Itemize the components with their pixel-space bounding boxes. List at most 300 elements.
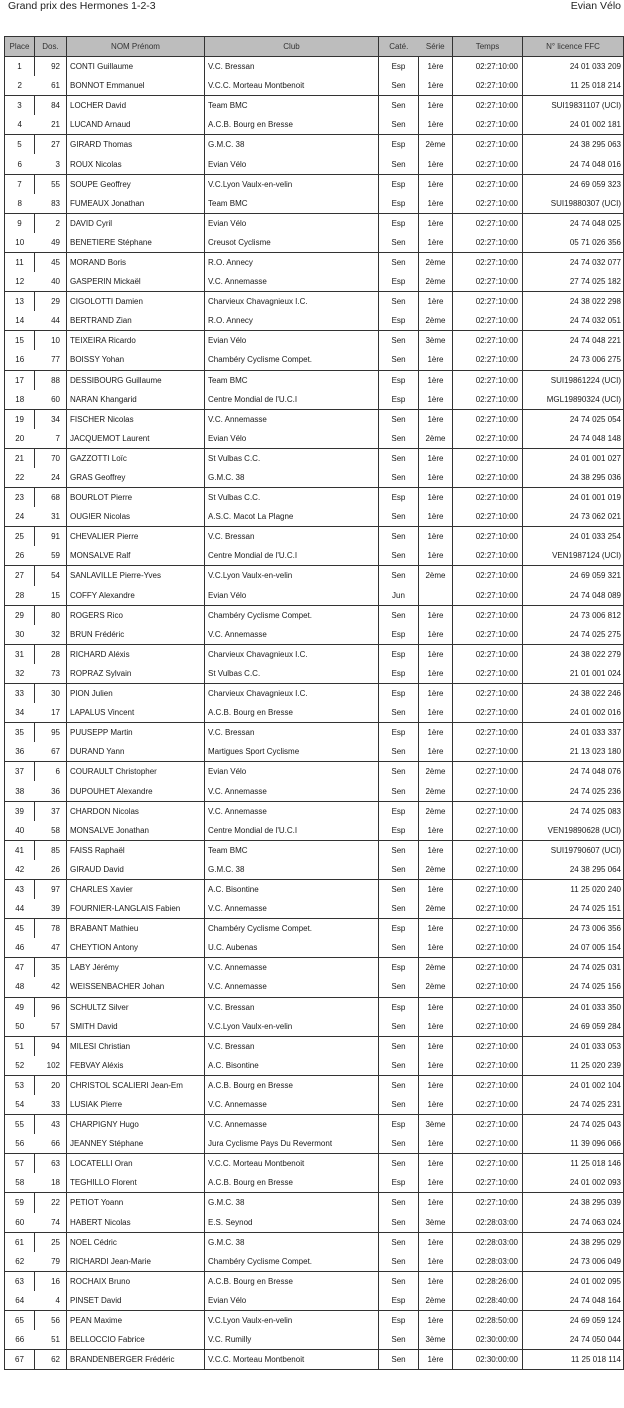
name-cell: LABY Jérémy xyxy=(67,958,205,978)
license-cell: 24 74 025 231 xyxy=(523,1095,624,1115)
bib-cell: 40 xyxy=(35,272,67,292)
license-cell: 24 73 006 356 xyxy=(523,919,624,939)
club-cell: V.C.C. Morteau Montbenoit xyxy=(205,1154,379,1174)
time-cell: 02:27:10:00 xyxy=(453,801,523,821)
category-cell: Sen xyxy=(379,703,419,723)
time-cell: 02:27:10:00 xyxy=(453,899,523,919)
category-cell: Esp xyxy=(379,958,419,978)
club-cell: V.C.Lyon Vaulx-en-velin xyxy=(205,1311,379,1331)
category-cell: Jun xyxy=(379,586,419,606)
name-cell: DUPOUHET Alexandre xyxy=(67,781,205,801)
name-cell: WEISSENBACHER Johan xyxy=(67,977,205,997)
license-cell: 24 69 059 284 xyxy=(523,1017,624,1037)
club-cell: Evian Vélo xyxy=(205,429,379,449)
license-cell: 24 38 295 064 xyxy=(523,860,624,880)
name-cell: MORAND Boris xyxy=(67,252,205,272)
table-row xyxy=(5,762,624,782)
license-cell: 05 71 026 356 xyxy=(523,233,624,253)
place-cell: 66 xyxy=(5,1330,35,1350)
series-cell: 3ème xyxy=(419,331,453,351)
time-cell: 02:30:00:00 xyxy=(453,1330,523,1350)
place-cell: 38 xyxy=(5,781,35,801)
table-row xyxy=(5,546,624,566)
place-cell: 65 xyxy=(5,1311,35,1331)
time-cell: 02:27:10:00 xyxy=(453,468,523,488)
place-cell: 39 xyxy=(5,801,35,821)
bib-cell: 6 xyxy=(35,762,67,782)
license-cell: 24 01 002 016 xyxy=(523,703,624,723)
table-row xyxy=(5,96,624,116)
place-cell: 1 xyxy=(5,57,35,77)
series-cell: 1ère xyxy=(419,605,453,625)
license-cell: 24 74 048 076 xyxy=(523,762,624,782)
table-row xyxy=(5,684,624,704)
place-cell: 61 xyxy=(5,1232,35,1252)
name-cell: GRAS Geoffrey xyxy=(67,468,205,488)
category-cell: Esp xyxy=(379,664,419,684)
table-row xyxy=(5,292,624,312)
series-cell: 1ère xyxy=(419,390,453,410)
category-cell: Esp xyxy=(379,311,419,331)
license-cell: SUI19861224 (UCI) xyxy=(523,370,624,390)
bib-cell: 28 xyxy=(35,644,67,664)
category-cell: Sen xyxy=(379,429,419,449)
category-cell: Sen xyxy=(379,879,419,899)
bib-cell: 3 xyxy=(35,154,67,174)
club-cell: Team BMC xyxy=(205,370,379,390)
category-cell: Sen xyxy=(379,507,419,527)
bib-cell: 83 xyxy=(35,194,67,214)
time-cell: 02:28:40:00 xyxy=(453,1291,523,1311)
name-cell: CHEYTION Antony xyxy=(67,938,205,958)
place-cell: 23 xyxy=(5,488,35,508)
name-cell: HABERT Nicolas xyxy=(67,1213,205,1233)
license-cell: 24 74 025 156 xyxy=(523,977,624,997)
bib-cell: 22 xyxy=(35,1193,67,1213)
time-cell: 02:27:10:00 xyxy=(453,527,523,547)
place-cell: 7 xyxy=(5,174,35,194)
place-cell: 19 xyxy=(5,409,35,429)
bib-cell: 84 xyxy=(35,96,67,116)
series-cell: 1ère xyxy=(419,625,453,645)
place-cell: 17 xyxy=(5,370,35,390)
series-cell: 1ère xyxy=(419,684,453,704)
bib-cell: 34 xyxy=(35,409,67,429)
category-cell: Sen xyxy=(379,115,419,135)
table-row xyxy=(5,76,624,96)
table-row xyxy=(5,1252,624,1272)
license-cell: VEN1987124 (UCI) xyxy=(523,546,624,566)
place-cell: 18 xyxy=(5,390,35,410)
table-row xyxy=(5,644,624,664)
name-cell: FAISS Raphaël xyxy=(67,840,205,860)
series-cell: 1ère xyxy=(419,488,453,508)
place-cell: 3 xyxy=(5,96,35,116)
license-cell: VEN19890628 (UCI) xyxy=(523,821,624,841)
table-row xyxy=(5,1291,624,1311)
place-cell: 49 xyxy=(5,997,35,1017)
category-cell: Esp xyxy=(379,488,419,508)
series-cell: 1ère xyxy=(419,527,453,547)
table-row xyxy=(5,272,624,292)
place-cell: 42 xyxy=(5,860,35,880)
category-cell: Esp xyxy=(379,821,419,841)
time-cell: 02:28:50:00 xyxy=(453,1311,523,1331)
time-cell: 02:27:10:00 xyxy=(453,919,523,939)
club-cell: Evian Vélo xyxy=(205,586,379,606)
time-cell: 02:28:03:00 xyxy=(453,1232,523,1252)
place-cell: 62 xyxy=(5,1252,35,1272)
time-cell: 02:27:10:00 xyxy=(453,1095,523,1115)
license-cell: 24 01 001 019 xyxy=(523,488,624,508)
bib-cell: 43 xyxy=(35,1115,67,1135)
column-header-time: Temps xyxy=(453,37,523,57)
table-row xyxy=(5,879,624,899)
club-cell: Creusot Cyclisme xyxy=(205,233,379,253)
time-cell: 02:28:03:00 xyxy=(453,1252,523,1272)
bib-cell: 92 xyxy=(35,57,67,77)
club-cell: G.M.C. 38 xyxy=(205,1193,379,1213)
club-cell: G.M.C. 38 xyxy=(205,1232,379,1252)
category-cell: Esp xyxy=(379,723,419,743)
series-cell: 1ère xyxy=(419,1134,453,1154)
place-cell: 4 xyxy=(5,115,35,135)
table-row xyxy=(5,311,624,331)
time-cell: 02:27:10:00 xyxy=(453,1173,523,1193)
time-cell: 02:27:10:00 xyxy=(453,762,523,782)
race-title: Grand prix des Hermones 1-2-3 xyxy=(8,0,156,12)
series-cell: 1ère xyxy=(419,742,453,762)
name-cell: NOEL Cédric xyxy=(67,1232,205,1252)
time-cell: 02:27:10:00 xyxy=(453,879,523,899)
place-cell: 5 xyxy=(5,135,35,155)
license-cell: 24 38 295 029 xyxy=(523,1232,624,1252)
license-cell: 24 01 001 027 xyxy=(523,448,624,468)
license-cell: 21 13 023 180 xyxy=(523,742,624,762)
table-row xyxy=(5,1232,624,1252)
bib-cell: 95 xyxy=(35,723,67,743)
license-cell: 24 74 032 077 xyxy=(523,252,624,272)
series-cell: 1ère xyxy=(419,1173,453,1193)
club-cell: V.C. Annemasse xyxy=(205,1095,379,1115)
category-cell: Esp xyxy=(379,272,419,292)
series-cell: 1ère xyxy=(419,1056,453,1076)
name-cell: OUGIER Nicolas xyxy=(67,507,205,527)
series-cell: 1ère xyxy=(419,468,453,488)
place-cell: 36 xyxy=(5,742,35,762)
bib-cell: 88 xyxy=(35,370,67,390)
place-cell: 37 xyxy=(5,762,35,782)
place-cell: 8 xyxy=(5,194,35,214)
place-cell: 47 xyxy=(5,958,35,978)
table-row xyxy=(5,1095,624,1115)
column-header-bib: Dos. xyxy=(35,37,67,57)
place-cell: 51 xyxy=(5,1036,35,1056)
license-cell: 24 74 025 275 xyxy=(523,625,624,645)
club-cell: St Vulbas C.C. xyxy=(205,488,379,508)
category-cell: Sen xyxy=(379,546,419,566)
license-cell: 24 74 048 016 xyxy=(523,154,624,174)
series-cell: 1ère xyxy=(419,840,453,860)
results-table xyxy=(4,36,624,1370)
series-cell: 2ème xyxy=(419,252,453,272)
series-cell: 1ère xyxy=(419,644,453,664)
time-cell: 02:27:10:00 xyxy=(453,350,523,370)
club-cell: A.C.B. Bourg en Bresse xyxy=(205,115,379,135)
name-cell: FOURNIER-LANGLAIS Fabien xyxy=(67,899,205,919)
category-cell: Sen xyxy=(379,1252,419,1272)
name-cell: ROGERS Rico xyxy=(67,605,205,625)
table-row xyxy=(5,801,624,821)
series-cell: 2ème xyxy=(419,135,453,155)
time-cell: 02:27:10:00 xyxy=(453,154,523,174)
place-cell: 59 xyxy=(5,1193,35,1213)
license-cell: 24 74 048 089 xyxy=(523,586,624,606)
license-cell: 24 69 059 323 xyxy=(523,174,624,194)
bib-cell: 24 xyxy=(35,468,67,488)
license-cell: 24 74 032 051 xyxy=(523,311,624,331)
club-cell: Chambéry Cyclisme Compet. xyxy=(205,1252,379,1272)
series-cell: 1ère xyxy=(419,409,453,429)
license-cell: 24 69 059 124 xyxy=(523,1311,624,1331)
time-cell: 02:27:10:00 xyxy=(453,292,523,312)
series-cell: 2ème xyxy=(419,958,453,978)
name-cell: COFFY Alexandre xyxy=(67,586,205,606)
place-cell: 24 xyxy=(5,507,35,527)
club-cell: V.C. Annemasse xyxy=(205,958,379,978)
place-cell: 12 xyxy=(5,272,35,292)
club-cell: V.C. Bressan xyxy=(205,1036,379,1056)
bib-cell: 59 xyxy=(35,546,67,566)
series-cell: 2ème xyxy=(419,311,453,331)
time-cell: 02:27:10:00 xyxy=(453,938,523,958)
name-cell: DURAND Yann xyxy=(67,742,205,762)
license-cell: 24 01 033 053 xyxy=(523,1036,624,1056)
place-cell: 25 xyxy=(5,527,35,547)
place-cell: 48 xyxy=(5,977,35,997)
name-cell: PUUSEPP Martin xyxy=(67,723,205,743)
category-cell: Sen xyxy=(379,1095,419,1115)
name-cell: CHARDON Nicolas xyxy=(67,801,205,821)
license-cell: 24 01 002 104 xyxy=(523,1075,624,1095)
table-row xyxy=(5,605,624,625)
series-cell: 1ère xyxy=(419,1311,453,1331)
table-row xyxy=(5,390,624,410)
club-cell: Centre Mondial de l'U.C.I xyxy=(205,821,379,841)
bib-cell: 7 xyxy=(35,429,67,449)
bib-cell: 74 xyxy=(35,1213,67,1233)
club-cell: Evian Vélo xyxy=(205,213,379,233)
license-cell: 11 39 096 066 xyxy=(523,1134,624,1154)
table-row xyxy=(5,1075,624,1095)
place-cell: 34 xyxy=(5,703,35,723)
club-cell: R.O. Annecy xyxy=(205,252,379,272)
column-header-place: Place xyxy=(5,37,35,57)
time-cell: 02:27:10:00 xyxy=(453,644,523,664)
time-cell: 02:27:10:00 xyxy=(453,1115,523,1135)
time-cell: 02:27:10:00 xyxy=(453,664,523,684)
name-cell: BRUN Frédéric xyxy=(67,625,205,645)
name-cell: BOURLOT Pierre xyxy=(67,488,205,508)
place-cell: 9 xyxy=(5,213,35,233)
series-cell: 3ème xyxy=(419,1213,453,1233)
category-cell: Esp xyxy=(379,370,419,390)
place-cell: 21 xyxy=(5,448,35,468)
table-row xyxy=(5,1193,624,1213)
category-cell: Esp xyxy=(379,1115,419,1135)
bib-cell: 54 xyxy=(35,566,67,586)
name-cell: SANLAVILLE Pierre-Yves xyxy=(67,566,205,586)
club-cell: G.M.C. 38 xyxy=(205,860,379,880)
bib-cell: 37 xyxy=(35,801,67,821)
license-cell: 24 74 063 024 xyxy=(523,1213,624,1233)
series-cell: 1ère xyxy=(419,919,453,939)
table-row xyxy=(5,448,624,468)
series-cell: 1ère xyxy=(419,1095,453,1115)
license-cell: 11 25 020 240 xyxy=(523,879,624,899)
time-cell: 02:27:10:00 xyxy=(453,1017,523,1037)
category-cell: Sen xyxy=(379,350,419,370)
time-cell: 02:27:10:00 xyxy=(453,429,523,449)
series-cell: 1ère xyxy=(419,664,453,684)
category-cell: Esp xyxy=(379,213,419,233)
license-cell: SUI19831107 (UCI) xyxy=(523,96,624,116)
time-cell: 02:27:10:00 xyxy=(453,1036,523,1056)
time-cell: 02:27:10:00 xyxy=(453,958,523,978)
bib-cell: 35 xyxy=(35,958,67,978)
license-cell: SUI19880307 (UCI) xyxy=(523,194,624,214)
series-cell: 1ère xyxy=(419,546,453,566)
name-cell: BENETIERE Stéphane xyxy=(67,233,205,253)
category-cell: Sen xyxy=(379,252,419,272)
license-cell: 24 74 025 054 xyxy=(523,409,624,429)
table-row xyxy=(5,429,624,449)
series-cell: 1ère xyxy=(419,1075,453,1095)
category-cell: Sen xyxy=(379,409,419,429)
series-cell: 2ème xyxy=(419,272,453,292)
table-row xyxy=(5,742,624,762)
name-cell: GAZZOTTI Loïc xyxy=(67,448,205,468)
bib-cell: 30 xyxy=(35,684,67,704)
place-cell: 14 xyxy=(5,311,35,331)
license-cell: 24 01 002 093 xyxy=(523,1173,624,1193)
license-cell: 11 25 018 214 xyxy=(523,76,624,96)
name-cell: GIRAUD David xyxy=(67,860,205,880)
place-cell: 32 xyxy=(5,664,35,684)
license-cell: 27 74 025 182 xyxy=(523,272,624,292)
place-cell: 20 xyxy=(5,429,35,449)
place-cell: 56 xyxy=(5,1134,35,1154)
bib-cell: 15 xyxy=(35,586,67,606)
license-cell: 24 01 033 209 xyxy=(523,57,624,77)
name-cell: PEAN Maxime xyxy=(67,1311,205,1331)
time-cell: 02:27:10:00 xyxy=(453,252,523,272)
series-cell: 1ère xyxy=(419,194,453,214)
category-cell: Sen xyxy=(379,1213,419,1233)
category-cell: Sen xyxy=(379,605,419,625)
club-cell: G.M.C. 38 xyxy=(205,468,379,488)
category-cell: Sen xyxy=(379,1330,419,1350)
license-cell: MGL19890324 (UCI) xyxy=(523,390,624,410)
series-cell: 1ère xyxy=(419,879,453,899)
place-cell: 57 xyxy=(5,1154,35,1174)
category-cell: Sen xyxy=(379,938,419,958)
club-cell: R.O. Annecy xyxy=(205,311,379,331)
time-cell: 02:27:10:00 xyxy=(453,566,523,586)
bib-cell: 67 xyxy=(35,742,67,762)
license-cell: 11 25 020 239 xyxy=(523,1056,624,1076)
bib-cell: 56 xyxy=(35,1311,67,1331)
time-cell: 02:28:03:00 xyxy=(453,1213,523,1233)
series-cell: 2ème xyxy=(419,781,453,801)
time-cell: 02:27:10:00 xyxy=(453,546,523,566)
club-cell: A.C. Bisontine xyxy=(205,879,379,899)
license-cell: 24 74 025 031 xyxy=(523,958,624,978)
bib-cell: 57 xyxy=(35,1017,67,1037)
name-cell: FEBVAY Aléxis xyxy=(67,1056,205,1076)
license-cell: 11 25 018 146 xyxy=(523,1154,624,1174)
name-cell: BOISSY Yohan xyxy=(67,350,205,370)
name-cell: SMITH David xyxy=(67,1017,205,1037)
name-cell: FUMEAUX Jonathan xyxy=(67,194,205,214)
time-cell: 02:27:10:00 xyxy=(453,703,523,723)
series-cell: 2ème xyxy=(419,801,453,821)
name-cell: PETIOT Yoann xyxy=(67,1193,205,1213)
category-cell: Sen xyxy=(379,233,419,253)
bib-cell: 39 xyxy=(35,899,67,919)
column-header-license: N° licence FFC xyxy=(523,37,624,57)
club-cell: V.C. Annemasse xyxy=(205,625,379,645)
club-cell: V.C. Bressan xyxy=(205,527,379,547)
name-cell: GASPERIN Mickaël xyxy=(67,272,205,292)
table-row xyxy=(5,723,624,743)
category-cell: Sen xyxy=(379,566,419,586)
series-cell: 2ème xyxy=(419,429,453,449)
name-cell: COURAULT Christopher xyxy=(67,762,205,782)
table-row xyxy=(5,194,624,214)
place-cell: 6 xyxy=(5,154,35,174)
series-cell: 1ère xyxy=(419,154,453,174)
table-row xyxy=(5,919,624,939)
series-cell: 1ère xyxy=(419,938,453,958)
name-cell: PION Julien xyxy=(67,684,205,704)
category-cell: Sen xyxy=(379,331,419,351)
bib-cell: 68 xyxy=(35,488,67,508)
bib-cell: 33 xyxy=(35,1095,67,1115)
bib-cell: 51 xyxy=(35,1330,67,1350)
name-cell: TEIXEIRA Ricardo xyxy=(67,331,205,351)
series-cell: 1ère xyxy=(419,1017,453,1037)
table-row xyxy=(5,233,624,253)
bib-cell: 16 xyxy=(35,1271,67,1291)
category-cell: Sen xyxy=(379,1017,419,1037)
name-cell: CONTI Guillaume xyxy=(67,57,205,77)
place-cell: 53 xyxy=(5,1075,35,1095)
category-cell: Sen xyxy=(379,781,419,801)
category-cell: Sen xyxy=(379,860,419,880)
bib-cell: 27 xyxy=(35,135,67,155)
place-cell: 50 xyxy=(5,1017,35,1037)
category-cell: Esp xyxy=(379,1311,419,1331)
club-cell: V.C. Annemasse xyxy=(205,781,379,801)
club-cell: V.C.C. Morteau Montbenoit xyxy=(205,76,379,96)
bib-cell: 55 xyxy=(35,174,67,194)
license-cell: SUI19790607 (UCI) xyxy=(523,840,624,860)
bib-cell: 49 xyxy=(35,233,67,253)
place-cell: 33 xyxy=(5,684,35,704)
place-cell: 46 xyxy=(5,938,35,958)
club-cell: V.C. Bressan xyxy=(205,997,379,1017)
